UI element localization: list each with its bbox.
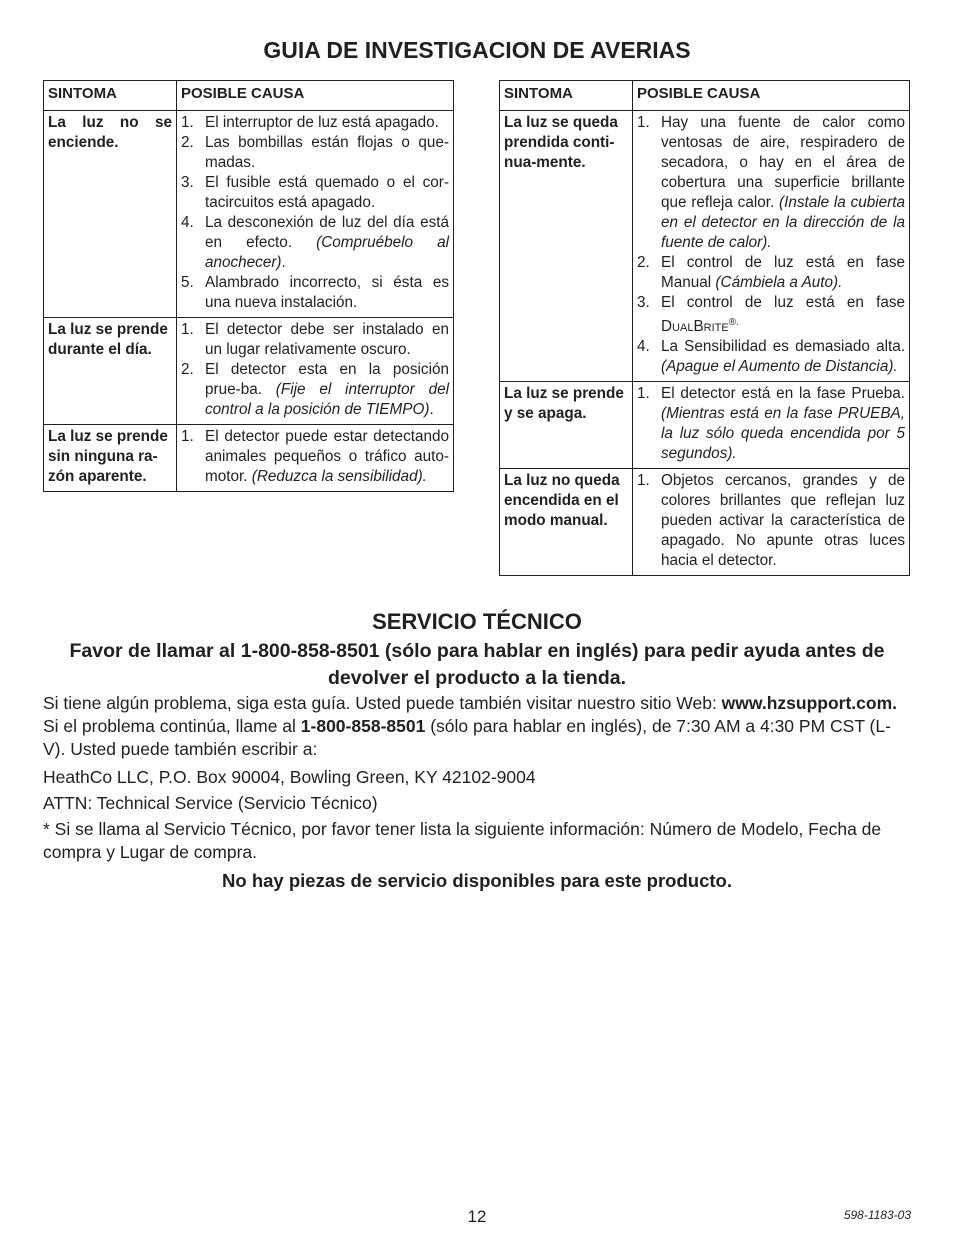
symptom-cell: La luz se prende sin ninguna ra-zón aparente.	[44, 425, 177, 492]
service-note: * Si se llama al Servicio Técnico, por favor tener lista la siguiente información: Número de Modelo, Fecha de compra y Lugar de compra.	[43, 819, 882, 862]
cause-cell	[633, 382, 910, 469]
no-parts-notice: No hay piezas de servicio disponibles para este producto.	[222, 870, 732, 891]
cause-item: 5. Alambrado incorrecto, si ésta es una nueva instalación.	[181, 274, 449, 311]
cause-item: 1. El detector puede estar detectando animales pequeños o tráfico auto-motor. (Reduzca la sensibilidad).	[181, 428, 449, 485]
cause-cell	[177, 111, 454, 318]
cause-item: 2. Las bombillas están flojas o que-madas.	[181, 134, 449, 171]
cause-item: 1. Objetos cercanos, grandes y de colores brillantes que reflejan luz pueden activar la característica de apagado. No apunte otras luces hacia el detector.	[637, 472, 905, 570]
cause-cell	[177, 425, 454, 492]
table-row	[44, 425, 454, 492]
cause-cell	[633, 111, 910, 382]
table-row	[44, 111, 454, 318]
cause-item: 2. El detector esta en la posición prue-ba. (Fije el interruptor del control a la posición de TIEMPO).	[181, 361, 450, 418]
document-number: 598-1183-03	[843, 1208, 911, 1222]
cause-item: 2. El control de luz está en fase Manual (Cámbiela a Auto).	[637, 254, 905, 291]
service-lead: Favor de llamar al 1-800-858-8501 (sólo para hablar en inglés) para pedir ayuda antes de devolver el producto a la tienda.	[69, 640, 885, 689]
cause-item: 1. El detector debe ser instalado en un lugar relativamente oscuro.	[181, 321, 449, 358]
support-url[interactable]: www.hzsupport.com.	[721, 693, 897, 713]
cause-item: 3. El fusible está quemado o el cor-tacircuitos está apagado.	[181, 174, 449, 211]
header-symptom: SINTOMA	[500, 81, 633, 106]
service-title: SERVICIO TÉCNICO	[372, 609, 582, 634]
header-cause: POSIBLE CAUSA	[177, 81, 454, 106]
header-cause: POSIBLE CAUSA	[633, 81, 910, 106]
cause-item: 4. La Sensibilidad es demasiado alta. (Apague el Aumento de Distancia).	[637, 338, 905, 376]
symptom-cell: La luz no se enciende.	[44, 111, 177, 318]
attention-line: ATTN: Technical Service (Servicio Técnico)	[43, 793, 378, 813]
header-symptom: SINTOMA	[44, 81, 177, 106]
brand-name: DualBrite	[661, 318, 729, 336]
symptom-cell: La luz se prende y se apaga.	[500, 382, 633, 469]
cause-cell	[177, 318, 454, 425]
table-header-row	[500, 81, 910, 106]
cause-item: 3. El control de luz está en fase DualBrite®.	[637, 294, 905, 336]
troubleshooting-table-left	[43, 80, 454, 492]
cause-item: 1. Hay una fuente de calor como ventosas de aire, respiradero de secadora, o hay en el área de cobertura una superficie brillante que refleja calor. (Instale la cubierta en el detector en la dirección de la fuente de calor).	[637, 114, 905, 251]
table-row	[44, 318, 454, 425]
cause-item: 1. El detector está en la fase Prueba. (Mientras está en la fase PRUEBA, la luz sólo queda encendida por 5 segundos).	[637, 385, 905, 463]
cause-item: 4. La desconexión de luz del día está en efecto. (Compruébelo al anochecer).	[181, 214, 450, 271]
symptom-cell: La luz se queda prendida conti-nua-mente.	[500, 111, 633, 382]
page-title: GUIA DE INVESTIGACION DE AVERIAS	[263, 37, 691, 63]
table-row	[500, 469, 910, 576]
table-row	[500, 382, 910, 469]
cause-cell	[633, 469, 910, 576]
symptom-cell: La luz se prende durante el día.	[44, 318, 177, 425]
troubleshooting-table-right	[499, 80, 910, 576]
support-phone: 1-800-858-8501	[300, 716, 426, 736]
symptom-cell: La luz no queda encendida en el modo manual.	[500, 469, 633, 576]
mailing-address: HeathCo LLC, P.O. Box 90004, Bowling Green, KY 42102-9004	[43, 767, 536, 787]
page-number: 12	[467, 1207, 487, 1226]
table-header-row	[44, 81, 454, 106]
table-row	[500, 111, 910, 382]
cause-item: 1. El interruptor de luz está apagado.	[181, 114, 439, 131]
service-paragraph: Si tiene algún problema, siga esta guía. Usted puede también visitar nuestro sitio Web: www.hzsupport.com. Si el problema continúa, llame al 1-800-858-8501 (sólo para hablar en inglés), de 7:30 AM a 4:30 PM CST (L-V). Usted puede también escribir a:	[43, 693, 897, 759]
